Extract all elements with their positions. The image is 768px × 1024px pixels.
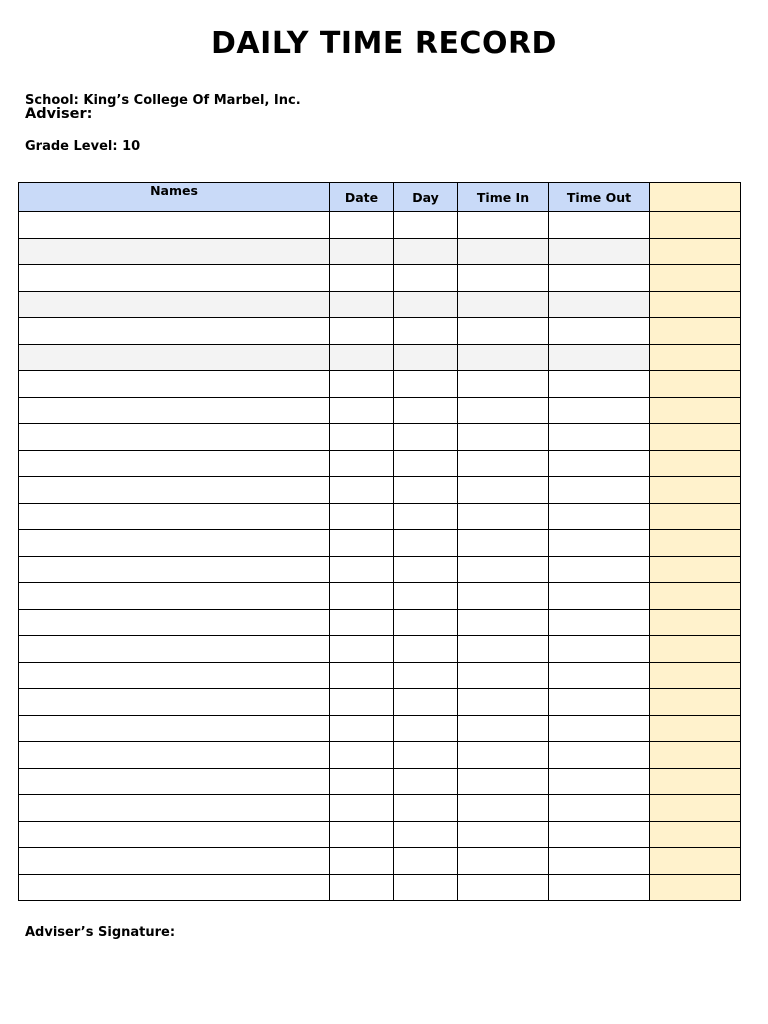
- day-cell[interactable]: [394, 212, 458, 239]
- day-cell[interactable]: [394, 742, 458, 769]
- date-cell[interactable]: [330, 291, 394, 318]
- time-in-cell[interactable]: [458, 450, 549, 477]
- name-cell[interactable]: [19, 583, 330, 610]
- table-row: [19, 397, 741, 424]
- time-in-cell[interactable]: [458, 265, 549, 292]
- day-cell[interactable]: [394, 583, 458, 610]
- day-cell[interactable]: [394, 689, 458, 716]
- day-cell[interactable]: [394, 848, 458, 875]
- day-cell[interactable]: [394, 768, 458, 795]
- time-out-cell[interactable]: [549, 583, 650, 610]
- time-out-cell[interactable]: [549, 768, 650, 795]
- time-in-cell[interactable]: [458, 848, 549, 875]
- time-out-cell[interactable]: [549, 715, 650, 742]
- table-row: [19, 583, 741, 610]
- date-cell[interactable]: [330, 503, 394, 530]
- extra-cell[interactable]: [650, 689, 741, 716]
- table-row: [19, 291, 741, 318]
- table-row: [19, 742, 741, 769]
- table-row: [19, 715, 741, 742]
- date-cell[interactable]: [330, 636, 394, 663]
- time-in-cell[interactable]: [458, 530, 549, 557]
- time-in-cell[interactable]: [458, 662, 549, 689]
- table-row: [19, 689, 741, 716]
- day-cell[interactable]: [394, 424, 458, 451]
- day-cell[interactable]: [394, 291, 458, 318]
- name-cell[interactable]: [19, 795, 330, 822]
- name-cell[interactable]: [19, 636, 330, 663]
- name-cell[interactable]: [19, 424, 330, 451]
- time-in-cell[interactable]: [458, 477, 549, 504]
- name-cell[interactable]: [19, 371, 330, 398]
- column-header-date: Date: [330, 183, 394, 212]
- extra-cell[interactable]: [650, 318, 741, 345]
- time-out-cell[interactable]: [549, 344, 650, 371]
- time-out-cell[interactable]: [549, 212, 650, 239]
- time-in-cell[interactable]: [458, 556, 549, 583]
- time-in-cell[interactable]: [458, 689, 549, 716]
- date-cell[interactable]: [330, 742, 394, 769]
- date-cell[interactable]: [330, 450, 394, 477]
- name-cell[interactable]: [19, 530, 330, 557]
- time-out-cell[interactable]: [549, 371, 650, 398]
- time-out-cell[interactable]: [549, 424, 650, 451]
- time-out-cell[interactable]: [549, 636, 650, 663]
- date-cell[interactable]: [330, 795, 394, 822]
- table-header-row: [19, 183, 741, 212]
- day-cell[interactable]: [394, 609, 458, 636]
- time-out-cell[interactable]: [549, 530, 650, 557]
- time-out-cell[interactable]: [549, 291, 650, 318]
- table-body: [19, 212, 741, 901]
- column-header-time-in: Time In: [458, 183, 549, 212]
- time-out-cell[interactable]: [549, 450, 650, 477]
- time-in-cell[interactable]: [458, 768, 549, 795]
- date-cell[interactable]: [330, 212, 394, 239]
- name-cell[interactable]: [19, 662, 330, 689]
- day-cell[interactable]: [394, 503, 458, 530]
- extra-cell[interactable]: [650, 371, 741, 398]
- table-row: [19, 556, 741, 583]
- date-cell[interactable]: [330, 662, 394, 689]
- name-cell[interactable]: [19, 477, 330, 504]
- day-cell[interactable]: [394, 795, 458, 822]
- extra-cell[interactable]: [650, 609, 741, 636]
- table-row: [19, 344, 741, 371]
- day-cell[interactable]: [394, 397, 458, 424]
- day-cell[interactable]: [394, 662, 458, 689]
- date-cell[interactable]: [330, 556, 394, 583]
- extra-cell[interactable]: [650, 212, 741, 239]
- time-in-cell[interactable]: [458, 583, 549, 610]
- name-cell[interactable]: [19, 397, 330, 424]
- date-cell[interactable]: [330, 768, 394, 795]
- column-header-names: Names: [19, 183, 330, 212]
- date-cell[interactable]: [330, 397, 394, 424]
- extra-cell[interactable]: [650, 344, 741, 371]
- date-cell[interactable]: [330, 848, 394, 875]
- name-cell[interactable]: [19, 503, 330, 530]
- day-cell[interactable]: [394, 556, 458, 583]
- time-out-cell[interactable]: [549, 265, 650, 292]
- day-cell[interactable]: [394, 318, 458, 345]
- date-cell[interactable]: [330, 583, 394, 610]
- day-cell[interactable]: [394, 530, 458, 557]
- table-row: [19, 477, 741, 504]
- table-row: [19, 424, 741, 451]
- name-cell[interactable]: [19, 742, 330, 769]
- extra-cell[interactable]: [650, 477, 741, 504]
- extra-cell[interactable]: [650, 424, 741, 451]
- time-in-cell[interactable]: [458, 238, 549, 265]
- extra-cell[interactable]: [650, 742, 741, 769]
- table-row: [19, 874, 741, 901]
- extra-cell[interactable]: [650, 556, 741, 583]
- extra-cell[interactable]: [650, 265, 741, 292]
- day-cell[interactable]: [394, 821, 458, 848]
- time-in-cell[interactable]: [458, 715, 549, 742]
- column-header-day: Day: [394, 183, 458, 212]
- extra-cell[interactable]: [650, 821, 741, 848]
- extra-cell[interactable]: [650, 636, 741, 663]
- name-cell[interactable]: [19, 874, 330, 901]
- time-in-cell[interactable]: [458, 344, 549, 371]
- date-cell[interactable]: [330, 344, 394, 371]
- extra-cell[interactable]: [650, 238, 741, 265]
- extra-cell[interactable]: [650, 874, 741, 901]
- column-header-time-out: Time Out: [549, 183, 650, 212]
- time-in-cell[interactable]: [458, 609, 549, 636]
- table-row: [19, 265, 741, 292]
- table-row: [19, 212, 741, 239]
- grade-level-label: Grade Level: 10: [25, 139, 141, 154]
- day-cell[interactable]: [394, 715, 458, 742]
- extra-cell[interactable]: [650, 715, 741, 742]
- time-in-cell[interactable]: [458, 397, 549, 424]
- time-in-cell[interactable]: [458, 795, 549, 822]
- date-cell[interactable]: [330, 318, 394, 345]
- time-out-cell[interactable]: [549, 662, 650, 689]
- time-out-cell[interactable]: [549, 874, 650, 901]
- time-out-cell[interactable]: [549, 821, 650, 848]
- extra-cell[interactable]: [650, 450, 741, 477]
- extra-cell[interactable]: [650, 291, 741, 318]
- name-cell[interactable]: [19, 291, 330, 318]
- time-out-cell[interactable]: [549, 556, 650, 583]
- extra-cell[interactable]: [650, 848, 741, 875]
- time-out-cell[interactable]: [549, 742, 650, 769]
- extra-cell[interactable]: [650, 768, 741, 795]
- day-cell[interactable]: [394, 344, 458, 371]
- time-in-cell[interactable]: [458, 212, 549, 239]
- name-cell[interactable]: [19, 768, 330, 795]
- extra-cell[interactable]: [650, 662, 741, 689]
- day-cell[interactable]: [394, 477, 458, 504]
- table-row: [19, 238, 741, 265]
- name-cell[interactable]: [19, 821, 330, 848]
- name-cell[interactable]: [19, 609, 330, 636]
- page-title: DAILY TIME RECORD: [211, 26, 557, 61]
- time-in-cell[interactable]: [458, 742, 549, 769]
- table-row: [19, 371, 741, 398]
- extra-cell[interactable]: [650, 530, 741, 557]
- name-cell[interactable]: [19, 848, 330, 875]
- name-cell[interactable]: [19, 344, 330, 371]
- time-in-cell[interactable]: [458, 821, 549, 848]
- day-cell[interactable]: [394, 238, 458, 265]
- adviser-label: Adviser:: [25, 106, 93, 122]
- table-row: [19, 503, 741, 530]
- date-cell[interactable]: [330, 715, 394, 742]
- name-cell[interactable]: [19, 238, 330, 265]
- school-label: School: King’s College Of Marbel, Inc.: [25, 93, 301, 108]
- date-cell[interactable]: [330, 424, 394, 451]
- day-cell[interactable]: [394, 450, 458, 477]
- day-cell[interactable]: [394, 874, 458, 901]
- extra-cell[interactable]: [650, 583, 741, 610]
- time-out-cell[interactable]: [549, 689, 650, 716]
- time-out-cell[interactable]: [549, 318, 650, 345]
- table-row: [19, 450, 741, 477]
- table-row: [19, 530, 741, 557]
- adviser-signature-label: Adviser’s Signature:: [25, 925, 176, 940]
- date-cell[interactable]: [330, 821, 394, 848]
- time-out-cell[interactable]: [549, 503, 650, 530]
- time-out-cell[interactable]: [549, 397, 650, 424]
- name-cell[interactable]: [19, 689, 330, 716]
- name-cell[interactable]: [19, 450, 330, 477]
- name-cell[interactable]: [19, 715, 330, 742]
- date-cell[interactable]: [330, 874, 394, 901]
- table-row: [19, 318, 741, 345]
- extra-cell[interactable]: [650, 503, 741, 530]
- day-cell[interactable]: [394, 265, 458, 292]
- extra-cell[interactable]: [650, 795, 741, 822]
- table-row: [19, 768, 741, 795]
- name-cell[interactable]: [19, 212, 330, 239]
- time-out-cell[interactable]: [549, 238, 650, 265]
- time-in-cell[interactable]: [458, 874, 549, 901]
- name-cell[interactable]: [19, 556, 330, 583]
- day-cell[interactable]: [394, 371, 458, 398]
- table-row: [19, 848, 741, 875]
- table-row: [19, 795, 741, 822]
- table-row: [19, 821, 741, 848]
- date-cell[interactable]: [330, 477, 394, 504]
- extra-cell[interactable]: [650, 397, 741, 424]
- name-cell[interactable]: [19, 265, 330, 292]
- date-cell[interactable]: [330, 371, 394, 398]
- date-cell[interactable]: [330, 689, 394, 716]
- time-in-cell[interactable]: [458, 424, 549, 451]
- time-out-cell[interactable]: [549, 848, 650, 875]
- table-row: [19, 662, 741, 689]
- date-cell[interactable]: [330, 530, 394, 557]
- time-out-cell[interactable]: [549, 477, 650, 504]
- name-cell[interactable]: [19, 318, 330, 345]
- time-out-cell[interactable]: [549, 795, 650, 822]
- time-in-cell[interactable]: [458, 503, 549, 530]
- time-in-cell[interactable]: [458, 291, 549, 318]
- time-in-cell[interactable]: [458, 318, 549, 345]
- time-in-cell[interactable]: [458, 371, 549, 398]
- date-cell[interactable]: [330, 609, 394, 636]
- date-cell[interactable]: [330, 238, 394, 265]
- table-row: [19, 636, 741, 663]
- table-row: [19, 609, 741, 636]
- time-out-cell[interactable]: [549, 609, 650, 636]
- day-cell[interactable]: [394, 636, 458, 663]
- time-in-cell[interactable]: [458, 636, 549, 663]
- date-cell[interactable]: [330, 265, 394, 292]
- time-record-table: [18, 182, 741, 901]
- column-header-extra: [650, 183, 741, 212]
